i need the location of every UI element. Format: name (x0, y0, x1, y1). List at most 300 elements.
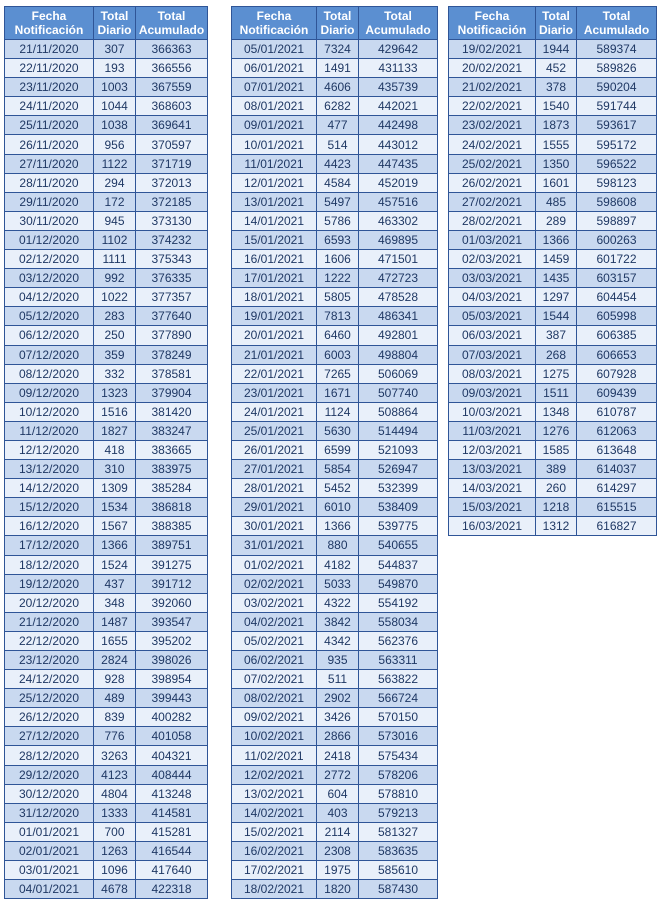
fecha-cell: 17/12/2020 (5, 536, 94, 555)
table-row (232, 421, 438, 440)
fecha-cell: 02/03/2021 (449, 250, 536, 269)
fecha-cell: 23/12/2020 (5, 651, 94, 670)
table-row (5, 326, 208, 345)
table-row (449, 192, 657, 211)
total-diario-cell: 4804 (94, 784, 136, 803)
table-row (5, 288, 208, 307)
fecha-cell: 20/01/2021 (232, 326, 317, 345)
total-diario-cell: 880 (317, 536, 359, 555)
table-row (449, 460, 657, 479)
total-acumulado-cell: 415281 (136, 822, 208, 841)
total-acumulado-cell: 369641 (136, 116, 208, 135)
fecha-cell: 20/02/2021 (449, 59, 536, 78)
total-diario-cell: 172 (94, 192, 136, 211)
fecha-cell: 25/02/2021 (449, 154, 536, 173)
fecha-cell: 11/01/2021 (232, 154, 317, 173)
total-acumulado-cell: 391712 (136, 574, 208, 593)
table-row (232, 173, 438, 192)
total-acumulado-cell: 431133 (359, 59, 438, 78)
total-diario-cell: 1323 (94, 383, 136, 402)
total-diario-cell: 1491 (317, 59, 359, 78)
total-diario-cell: 378 (536, 78, 577, 97)
fecha-cell: 08/03/2021 (449, 364, 536, 383)
total-acumulado-cell: 593617 (577, 116, 657, 135)
total-acumulado-cell: 614037 (577, 460, 657, 479)
total-diario-cell: 1534 (94, 498, 136, 517)
total-acumulado-cell: 414581 (136, 803, 208, 822)
table-row (449, 345, 657, 364)
fecha-cell: 14/12/2020 (5, 479, 94, 498)
fecha-cell: 04/02/2021 (232, 612, 317, 631)
total-diario-cell: 289 (536, 211, 577, 230)
fecha-cell: 27/01/2021 (232, 460, 317, 479)
total-diario-cell: 268 (536, 345, 577, 364)
total-acumulado-cell: 581327 (359, 822, 438, 841)
table-row (5, 555, 208, 574)
table-row (5, 784, 208, 803)
fecha-cell: 25/11/2020 (5, 116, 94, 135)
total-diario-cell: 956 (94, 135, 136, 154)
total-acumulado-cell: 457516 (359, 192, 438, 211)
fecha-cell: 30/11/2020 (5, 211, 94, 230)
fecha-cell: 07/03/2021 (449, 345, 536, 364)
total-acumulado-cell: 478528 (359, 288, 438, 307)
table-row (5, 192, 208, 211)
fecha-cell: 22/11/2020 (5, 59, 94, 78)
total-acumulado-cell: 607928 (577, 364, 657, 383)
header-fecha: Fecha Notificación (232, 7, 317, 40)
fecha-cell: 03/01/2021 (5, 861, 94, 880)
fecha-cell: 12/03/2021 (449, 440, 536, 459)
table-row (449, 383, 657, 402)
total-acumulado-cell: 532399 (359, 479, 438, 498)
total-diario-cell: 1487 (94, 612, 136, 631)
fecha-cell: 26/02/2021 (449, 173, 536, 192)
total-diario-cell: 776 (94, 727, 136, 746)
total-acumulado-cell: 398026 (136, 651, 208, 670)
fecha-cell: 14/01/2021 (232, 211, 317, 230)
table-row (5, 727, 208, 746)
fecha-cell: 07/02/2021 (232, 670, 317, 689)
total-diario-cell: 4322 (317, 593, 359, 612)
fecha-cell: 18/02/2021 (232, 880, 317, 899)
total-diario-cell: 1944 (536, 40, 577, 59)
fecha-cell: 12/12/2020 (5, 440, 94, 459)
total-diario-cell: 1350 (536, 154, 577, 173)
total-acumulado-cell: 549870 (359, 574, 438, 593)
total-acumulado-cell: 544837 (359, 555, 438, 574)
total-diario-cell: 5805 (317, 288, 359, 307)
total-diario-cell: 359 (94, 345, 136, 364)
fecha-cell: 15/01/2021 (232, 230, 317, 249)
total-diario-cell: 4584 (317, 173, 359, 192)
total-acumulado-cell: 578810 (359, 784, 438, 803)
table-row (232, 574, 438, 593)
table-row (5, 135, 208, 154)
total-diario-cell: 485 (536, 192, 577, 211)
total-diario-cell: 1873 (536, 116, 577, 135)
total-acumulado-cell: 399443 (136, 689, 208, 708)
table-row (449, 326, 657, 345)
fecha-cell: 03/02/2021 (232, 593, 317, 612)
fecha-cell: 11/03/2021 (449, 421, 536, 440)
total-acumulado-cell: 615515 (577, 498, 657, 517)
total-diario-cell: 1333 (94, 803, 136, 822)
total-diario-cell: 1601 (536, 173, 577, 192)
total-diario-cell: 1218 (536, 498, 577, 517)
total-diario-cell: 6282 (317, 97, 359, 116)
fecha-cell: 23/02/2021 (449, 116, 536, 135)
total-diario-cell: 1222 (317, 269, 359, 288)
total-diario-cell: 4423 (317, 154, 359, 173)
table-row (232, 192, 438, 211)
fecha-cell: 13/02/2021 (232, 784, 317, 803)
total-acumulado-cell: 392060 (136, 593, 208, 612)
total-diario-cell: 5452 (317, 479, 359, 498)
total-acumulado-cell: 471501 (359, 250, 438, 269)
total-diario-cell: 1655 (94, 631, 136, 650)
table-row (449, 250, 657, 269)
table-row (5, 689, 208, 708)
fecha-cell: 17/02/2021 (232, 861, 317, 880)
total-acumulado-cell: 603157 (577, 269, 657, 288)
header-total-acumulado: Total Acumulado (577, 7, 657, 40)
total-diario-cell: 1606 (317, 250, 359, 269)
total-acumulado-cell: 442498 (359, 116, 438, 135)
table-row (232, 250, 438, 269)
total-diario-cell: 6010 (317, 498, 359, 517)
total-acumulado-cell: 366363 (136, 40, 208, 59)
total-diario-cell: 1022 (94, 288, 136, 307)
fecha-cell: 23/01/2021 (232, 383, 317, 402)
fecha-cell: 16/12/2020 (5, 517, 94, 536)
total-acumulado-cell: 598608 (577, 192, 657, 211)
total-diario-cell: 1366 (317, 517, 359, 536)
total-diario-cell: 418 (94, 440, 136, 459)
total-diario-cell: 6593 (317, 230, 359, 249)
total-diario-cell: 928 (94, 670, 136, 689)
total-diario-cell: 7813 (317, 307, 359, 326)
total-acumulado-cell: 492801 (359, 326, 438, 345)
total-acumulado-cell: 368603 (136, 97, 208, 116)
total-diario-cell: 2114 (317, 822, 359, 841)
total-diario-cell: 348 (94, 593, 136, 612)
table-row (232, 345, 438, 364)
total-diario-cell: 2866 (317, 727, 359, 746)
fecha-cell: 06/01/2021 (232, 59, 317, 78)
total-acumulado-cell: 589374 (577, 40, 657, 59)
table-row (5, 498, 208, 517)
total-diario-cell: 5630 (317, 421, 359, 440)
table-row (449, 288, 657, 307)
total-diario-cell: 1540 (536, 97, 577, 116)
fecha-cell: 13/12/2020 (5, 460, 94, 479)
total-acumulado-cell: 610787 (577, 402, 657, 421)
total-diario-cell: 4678 (94, 880, 136, 899)
table-row (449, 230, 657, 249)
fecha-cell: 19/01/2021 (232, 307, 317, 326)
fecha-cell: 08/02/2021 (232, 689, 317, 708)
total-acumulado-cell: 371719 (136, 154, 208, 173)
total-acumulado-cell: 613648 (577, 440, 657, 459)
table-row (5, 574, 208, 593)
total-diario-cell: 700 (94, 822, 136, 841)
table-row (232, 689, 438, 708)
table-row (232, 383, 438, 402)
total-diario-cell: 3426 (317, 708, 359, 727)
total-diario-cell: 1524 (94, 555, 136, 574)
total-acumulado-cell: 375343 (136, 250, 208, 269)
table-row (5, 593, 208, 612)
total-diario-cell: 437 (94, 574, 136, 593)
total-diario-cell: 1309 (94, 479, 136, 498)
total-acumulado-cell: 372185 (136, 192, 208, 211)
table-row (449, 402, 657, 421)
table-row (449, 154, 657, 173)
total-acumulado-cell: 442021 (359, 97, 438, 116)
table-row (449, 173, 657, 192)
total-acumulado-cell: 598897 (577, 211, 657, 230)
fecha-cell: 07/01/2021 (232, 78, 317, 97)
total-acumulado-cell: 381420 (136, 402, 208, 421)
total-diario-cell: 1312 (536, 517, 577, 536)
table-row (232, 822, 438, 841)
total-acumulado-cell: 590204 (577, 78, 657, 97)
header-total-diario: Total Diario (317, 7, 359, 40)
fecha-cell: 09/03/2021 (449, 383, 536, 402)
fecha-cell: 18/12/2020 (5, 555, 94, 574)
total-diario-cell: 3842 (317, 612, 359, 631)
table-row (5, 803, 208, 822)
table-row (232, 135, 438, 154)
total-acumulado-cell: 472723 (359, 269, 438, 288)
total-acumulado-cell: 595172 (577, 135, 657, 154)
total-diario-cell: 4606 (317, 78, 359, 97)
total-diario-cell: 935 (317, 651, 359, 670)
table-row (232, 460, 438, 479)
fecha-cell: 13/03/2021 (449, 460, 536, 479)
table-row (232, 440, 438, 459)
table-row (232, 326, 438, 345)
total-acumulado-cell: 604454 (577, 288, 657, 307)
table-row (232, 154, 438, 173)
total-diario-cell: 1111 (94, 250, 136, 269)
total-acumulado-cell: 370597 (136, 135, 208, 154)
total-diario-cell: 7324 (317, 40, 359, 59)
table-row (5, 670, 208, 689)
total-acumulado-cell: 596522 (577, 154, 657, 173)
data-table-2 (231, 6, 438, 899)
table-row (449, 479, 657, 498)
fecha-cell: 29/12/2020 (5, 765, 94, 784)
table-row (5, 765, 208, 784)
table-row (232, 269, 438, 288)
total-diario-cell: 2902 (317, 689, 359, 708)
fecha-cell: 02/02/2021 (232, 574, 317, 593)
fecha-cell: 01/02/2021 (232, 555, 317, 574)
total-diario-cell: 6599 (317, 440, 359, 459)
total-acumulado-cell: 563822 (359, 670, 438, 689)
total-diario-cell: 514 (317, 135, 359, 154)
table-row (232, 727, 438, 746)
table-row (232, 307, 438, 326)
total-acumulado-cell: 579213 (359, 803, 438, 822)
table-row (5, 211, 208, 230)
total-acumulado-cell: 435739 (359, 78, 438, 97)
fecha-cell: 05/02/2021 (232, 631, 317, 650)
fecha-cell: 08/12/2020 (5, 364, 94, 383)
fecha-cell: 16/02/2021 (232, 841, 317, 860)
fecha-cell: 24/01/2021 (232, 402, 317, 421)
total-acumulado-cell: 378249 (136, 345, 208, 364)
total-diario-cell: 489 (94, 689, 136, 708)
table-row (232, 784, 438, 803)
table-row (232, 498, 438, 517)
total-diario-cell: 1276 (536, 421, 577, 440)
fecha-cell: 29/01/2021 (232, 498, 317, 517)
header-total-diario: Total Diario (94, 7, 136, 40)
table-row (5, 651, 208, 670)
total-acumulado-cell: 606653 (577, 345, 657, 364)
table-row (232, 841, 438, 860)
total-acumulado-cell: 506069 (359, 364, 438, 383)
fecha-cell: 18/01/2021 (232, 288, 317, 307)
fecha-cell: 30/12/2020 (5, 784, 94, 803)
total-acumulado-cell: 376335 (136, 269, 208, 288)
total-diario-cell: 332 (94, 364, 136, 383)
fecha-cell: 14/03/2021 (449, 479, 536, 498)
fecha-cell: 02/12/2020 (5, 250, 94, 269)
table-row (232, 364, 438, 383)
total-acumulado-cell: 401058 (136, 727, 208, 746)
fecha-cell: 05/03/2021 (449, 307, 536, 326)
fecha-cell: 08/01/2021 (232, 97, 317, 116)
table-row (449, 421, 657, 440)
total-diario-cell: 283 (94, 307, 136, 326)
total-acumulado-cell: 585610 (359, 861, 438, 880)
total-acumulado-cell: 395202 (136, 631, 208, 650)
table-row (232, 746, 438, 765)
total-diario-cell: 992 (94, 269, 136, 288)
fecha-cell: 25/01/2021 (232, 421, 317, 440)
total-diario-cell: 5854 (317, 460, 359, 479)
total-acumulado-cell: 587430 (359, 880, 438, 899)
total-diario-cell: 307 (94, 40, 136, 59)
fecha-cell: 21/11/2020 (5, 40, 94, 59)
total-diario-cell: 511 (317, 670, 359, 689)
total-acumulado-cell: 429642 (359, 40, 438, 59)
table-row (5, 421, 208, 440)
total-diario-cell: 1975 (317, 861, 359, 880)
total-acumulado-cell: 554192 (359, 593, 438, 612)
total-acumulado-cell: 378581 (136, 364, 208, 383)
total-acumulado-cell: 606385 (577, 326, 657, 345)
header-row (5, 7, 208, 40)
total-acumulado-cell: 377890 (136, 326, 208, 345)
fecha-cell: 23/11/2020 (5, 78, 94, 97)
total-diario-cell: 1671 (317, 383, 359, 402)
fecha-cell: 11/12/2020 (5, 421, 94, 440)
table-row (5, 479, 208, 498)
total-diario-cell: 2308 (317, 841, 359, 860)
table-row (232, 40, 438, 59)
table-row (5, 861, 208, 880)
table-row (449, 269, 657, 288)
table-row (5, 880, 208, 899)
fecha-cell: 19/12/2020 (5, 574, 94, 593)
total-acumulado-cell: 539775 (359, 517, 438, 536)
total-acumulado-cell: 498804 (359, 345, 438, 364)
total-diario-cell: 5033 (317, 574, 359, 593)
total-acumulado-cell: 526947 (359, 460, 438, 479)
total-acumulado-cell: 452019 (359, 173, 438, 192)
table-row (232, 479, 438, 498)
total-diario-cell: 2772 (317, 765, 359, 784)
total-acumulado-cell: 408444 (136, 765, 208, 784)
table-row (232, 880, 438, 899)
table-row (449, 364, 657, 383)
table-row (232, 211, 438, 230)
total-diario-cell: 403 (317, 803, 359, 822)
total-acumulado-cell: 366556 (136, 59, 208, 78)
header-total-acumulado: Total Acumulado (359, 7, 438, 40)
table-row (5, 250, 208, 269)
total-acumulado-cell: 609439 (577, 383, 657, 402)
fecha-cell: 10/01/2021 (232, 135, 317, 154)
total-acumulado-cell: 601722 (577, 250, 657, 269)
fecha-cell: 04/03/2021 (449, 288, 536, 307)
total-diario-cell: 4342 (317, 631, 359, 650)
total-diario-cell: 260 (536, 479, 577, 498)
total-acumulado-cell: 540655 (359, 536, 438, 555)
total-diario-cell: 294 (94, 173, 136, 192)
total-acumulado-cell: 612063 (577, 421, 657, 440)
fecha-cell: 03/03/2021 (449, 269, 536, 288)
fecha-cell: 12/02/2021 (232, 765, 317, 784)
total-diario-cell: 604 (317, 784, 359, 803)
table-row (5, 383, 208, 402)
total-acumulado-cell: 385284 (136, 479, 208, 498)
table-row (449, 498, 657, 517)
fecha-cell: 15/02/2021 (232, 822, 317, 841)
header-total-diario: Total Diario (536, 7, 577, 40)
total-acumulado-cell: 614297 (577, 479, 657, 498)
fecha-cell: 14/02/2021 (232, 803, 317, 822)
fecha-cell: 11/02/2021 (232, 746, 317, 765)
total-acumulado-cell: 605998 (577, 307, 657, 326)
total-diario-cell: 1366 (94, 536, 136, 555)
total-acumulado-cell: 573016 (359, 727, 438, 746)
fecha-cell: 31/01/2021 (232, 536, 317, 555)
table-row (232, 517, 438, 536)
fecha-cell: 06/12/2020 (5, 326, 94, 345)
fecha-cell: 02/01/2021 (5, 841, 94, 860)
total-diario-cell: 1555 (536, 135, 577, 154)
total-diario-cell: 1263 (94, 841, 136, 860)
total-diario-cell: 477 (317, 116, 359, 135)
fecha-cell: 05/01/2021 (232, 40, 317, 59)
total-acumulado-cell: 570150 (359, 708, 438, 727)
total-acumulado-cell: 398954 (136, 670, 208, 689)
table-row (5, 154, 208, 173)
total-acumulado-cell: 377640 (136, 307, 208, 326)
total-diario-cell: 1511 (536, 383, 577, 402)
fecha-cell: 15/03/2021 (449, 498, 536, 517)
fecha-cell: 30/01/2021 (232, 517, 317, 536)
total-acumulado-cell: 508864 (359, 402, 438, 421)
table-row (232, 593, 438, 612)
fecha-cell: 01/03/2021 (449, 230, 536, 249)
